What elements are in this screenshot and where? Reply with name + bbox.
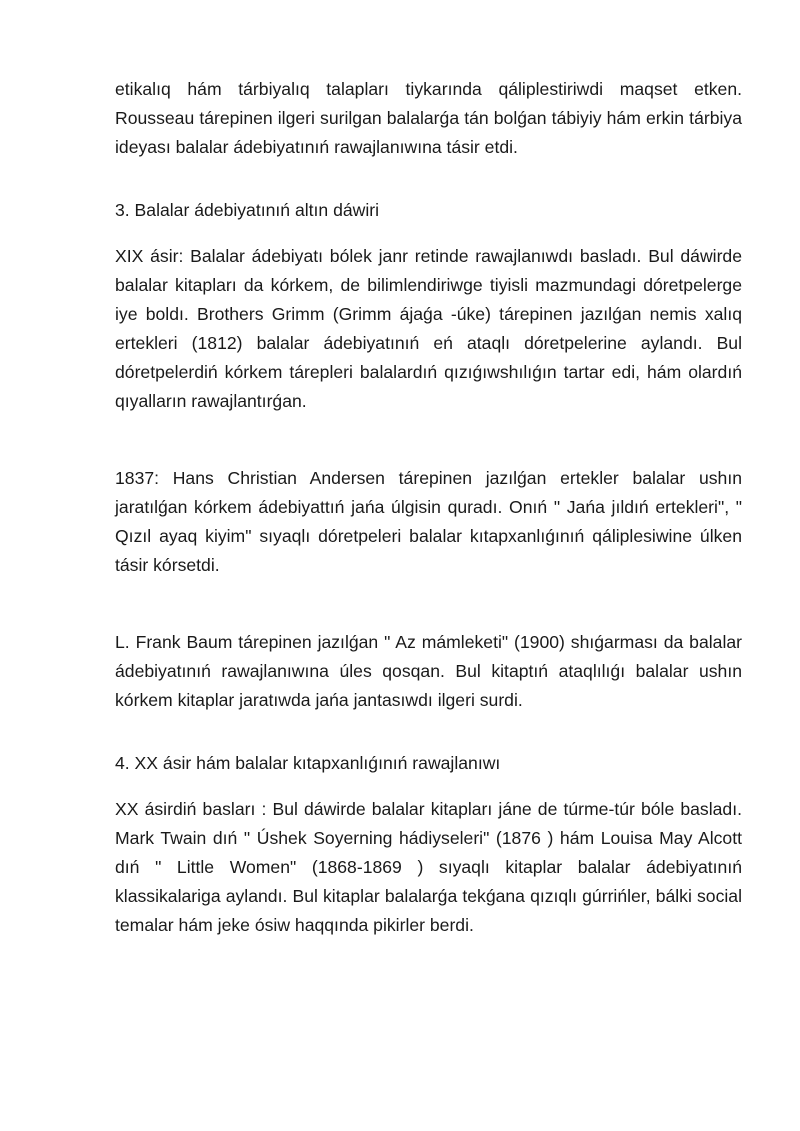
spacer <box>115 778 742 795</box>
paragraph-xix-century: XIX ásir: Balalar ádebiyatı bólek janr retinde rawajlanıwdı basladı. Bul dáwirde balalar kitapları da kórkem, de bilimlendiriwge tiyisli mazmundagi dóretpelerge iye boldı. Brothers Grimm (Grimm ájaǵa -úke) tárepinen jazılǵan nemis xalıq ertekleri (1812) balalar ádebiyatınıń eń ataqlı dóretpelerine aylandı. Bul dóretpelerdiń kórkem tárepleri balalardıń qızıǵıwshılıǵın tartar edi, hám olardıń qıyalların rawajlantırǵan. <box>115 246 742 411</box>
paragraph-baum: L. Frank Baum tárepinen jazılǵan " Az mámleketi" (1900) shıǵarması da balalar ádebiyatınıń rawajlanıwına úles qosqan. Bul kitaptıń ataqlılıǵı balalar ushın kórkem kitaplar jaratıwda jańa jantasıwdı ilgeri surdi. <box>115 632 742 710</box>
spacer <box>115 416 742 464</box>
spacer <box>115 162 742 196</box>
paragraph-andersen: 1837: Hans Christian Andersen tárepinen jazılǵan ertekler balalar ushın jaratılǵan kórkem ádebiyattıń jańa úlgisin quradı. Onıń " Jańa jıldıń ertekleri", " Qızıl ayaq kiyim" sıyaqlı dóretpeleri balalar kıtapxanlıǵınıń qáliplesiwine úlken tásir kórsetdi. <box>115 468 742 575</box>
spacer <box>115 225 742 242</box>
paragraph-xx-century: XX ásirdiń basları : Bul dáwirde balalar kitapları jáne de túrme-túr bóle basladı. Mark Twain dıń " Úshek Soyerning hádiyseleri" (1876 ) hám Louisa May Alcott dıń " Little Women" (1868-1869 ) sıyaqlı kitaplar balalar ádebiyatınıń klassikalariga aylandı. Bul kitaplar balalarǵa tekǵana qızıqlı gúrrińler, bálki social temalar hám jeke ósiw haqqında pikirler berdi. <box>115 799 742 935</box>
section-heading-4: 4. XX ásir hám balalar kıtapxanlıǵınıń rawajlanıwı <box>115 753 501 773</box>
spacer <box>115 715 742 749</box>
section-heading-3: 3. Balalar ádebiyatınıń altın dáwiri <box>115 200 380 220</box>
spacer <box>115 580 742 628</box>
document-body <box>115 75 742 940</box>
paragraph-rousseau: etikalıq hám tárbiyalıq talapları tiykarında qáliplestiriwdi maqset etken. Rousseau tárepinen ilgeri surilgan balalarǵa tán bolǵan tábiyiy hám erkin tárbiya ideyası balalar ádebiyatınıń rawajlanıwına tásir etdi. <box>115 79 742 157</box>
